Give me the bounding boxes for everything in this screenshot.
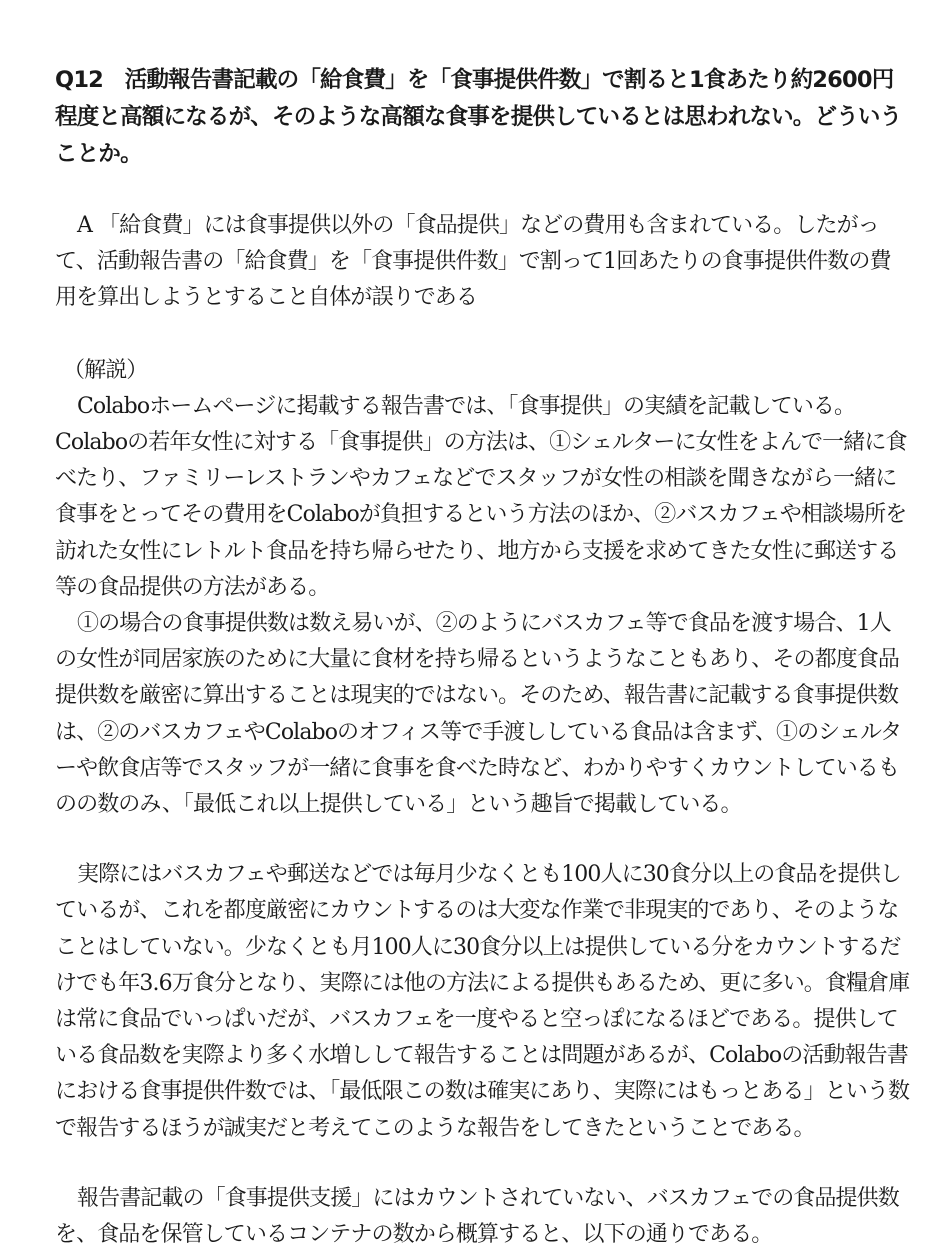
answer-paragraph: A 「給食費」には食事提供以外の「食品提供」などの費用も含まれている。したがって、活動報告書の「給食費」を「食事提供件数」で割って1回あたりの食事提供件数の費用を算出しようとすること自体が誤りである [55, 213, 891, 311]
document-page [55, 62, 910, 1253]
body-paragraph: ①の場合の食事提供数は数え易いが、②のようにバスカフェ等で食品を渡す場合、1人の女性が同居家族のために大量に食材を持ち帰るというようなこともあり、その都度食品提供数を厳密に算出することは現実的ではない。そのため、報告書に記載する食事提供数は、②のバスカフェやColaboのオフィス等で手渡ししている食品は含まず、①のシェルターや飲食店等でスタッフが一緒に食事を食べた時など、わかりやすくカウントしているものの数のみ、「最低これ以上提供している」という趣旨で掲載している。 [55, 611, 902, 818]
body-paragraph: Colaboの若年女性に対する「食事提供」の方法は、①シェルターに女性をよんで一緒に食べたり、ファミリーレストランやカフェなどでスタッフが女性の相談を聞きながら一緒に食事をとってその費用をColaboが負担するという方法のほか、②バスカフェや相談場所を訪れた女性にレトルト食品を持ち帰らせたり、地方から支援を求めてきた女性に郵送する等の食品提供の方法がある。 [55, 430, 907, 600]
body-paragraph: Colaboホームページに掲載する報告書では、「食事提供」の実績を記載している。 [77, 393, 856, 419]
body-paragraph: 報告書記載の「食事提供支援」にはカウントされていない、バスカフェでの食品提供数を、食品を保管しているコンテナの数から概算すると、以下の通りである。 [55, 1185, 899, 1248]
kaisetsu-heading: （解説） [63, 357, 148, 383]
body-paragraph: 実際にはバスカフェや郵送などでは毎月少なくとも100人に30食分以上の食品を提供しているが、これを都度厳密にカウントするのは大変な作業で非現実的であり、そのようなことはしていない。少なくとも月100人に30食分以上は提供している分をカウントするだけでも年3.6万食分となり、実際には他の方法による提供もあるため、更に多い。食糧倉庫は常に食品でいっぱいだが、バスカフェを一度やると空っぽになるほどである。提供している食品数を実際より多く水増しして報告することは問題があるが、Colaboの活動報告書における食事提供件数では、「最低限この数は確実にあり、実際にはもっとある」という数で報告するほうが誠実だと考えてこのような報告をしてきたということである。 [55, 862, 910, 1141]
question-heading: Q12 活動報告書記載の「給食費」を「食事提供件数」で割ると1食あたり約2600円程度と高額になるが、そのような高額な食事を提供しているとは思われない。どういうことか。 [55, 67, 902, 167]
